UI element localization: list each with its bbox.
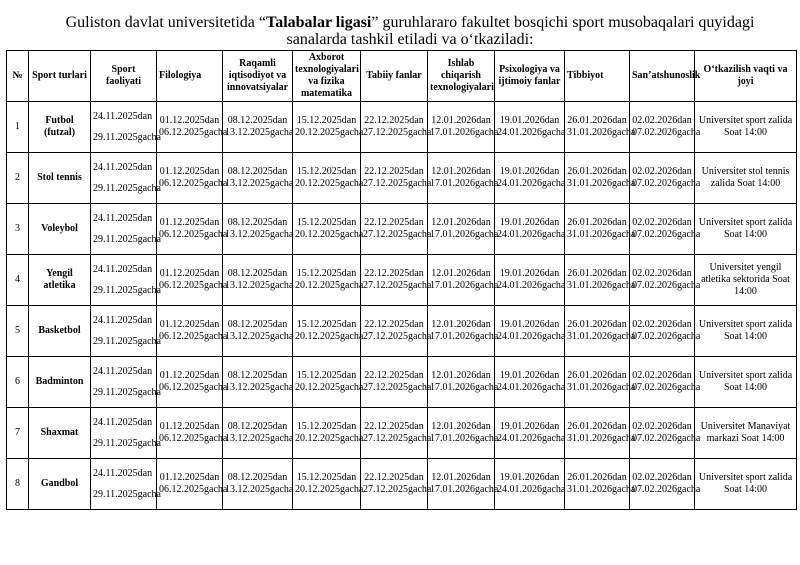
date-range-cell: 02.02.2026dan 07.02.2026gacha: [630, 357, 695, 408]
table-row: [7, 306, 797, 357]
title-bold: Talabalar ligasi: [266, 14, 372, 31]
date-range-cell: 08.12.2025dan 13.12.2025gacha: [223, 153, 293, 204]
date-range-cell: 02.02.2026dan 07.02.2026gacha: [630, 153, 695, 204]
header-cell: Tabiiy fanlar: [361, 51, 428, 102]
start-date: 24.11.2025dan: [93, 111, 153, 122]
sport-faoliyati-dates: [91, 153, 161, 204]
date-range-cell: 22.12.2025dan 27.12.2025gacha: [361, 306, 428, 357]
date-range-cell: 19.01.2026dan 24.01.2026gacha: [495, 357, 565, 408]
date-range-cell: 12.01.2026dan 17.01.2026gacha: [428, 102, 495, 153]
date-range-cell: 01.12.2025dan 06.12.2025gacha: [157, 102, 223, 153]
date-range-cell: 12.01.2026dan 17.01.2026gacha: [428, 357, 495, 408]
header-cell: O‘tkazilish vaqti va joyi: [695, 51, 797, 102]
table-row: [7, 357, 797, 408]
date-range-cell: 08.12.2025dan 13.12.2025gacha: [223, 204, 293, 255]
table-row: [7, 153, 797, 204]
date-range-cell: 26.01.2026dan 31.01.2026gacha: [565, 153, 630, 204]
date-range-cell: 15.12.2025dan 20.12.2025gacha: [293, 102, 361, 153]
sport-name: Shaxmat: [29, 408, 91, 459]
date-range-cell: 19.01.2026dan 24.01.2026gacha: [495, 153, 565, 204]
row-number: 5: [7, 306, 29, 357]
date-range-cell: 22.12.2025dan 27.12.2025gacha: [361, 459, 428, 510]
start-date: 24.11.2025dan: [93, 315, 153, 326]
sport-name: Futbol (futzal): [29, 102, 91, 153]
date-range-cell: 01.12.2025dan 06.12.2025gacha: [157, 255, 223, 306]
title-prefix: Guliston davlat universitetida “: [65, 14, 266, 31]
date-range-cell: 12.01.2026dan 17.01.2026gacha: [428, 153, 495, 204]
table-row: [7, 102, 797, 153]
date-range-cell: 12.01.2026dan 17.01.2026gacha: [428, 306, 495, 357]
end-date: 29.11.2025gacha: [93, 387, 161, 398]
date-range-cell: 15.12.2025dan 20.12.2025gacha: [293, 153, 361, 204]
end-date: 29.11.2025gacha: [93, 234, 161, 245]
date-range-cell: 22.12.2025dan 27.12.2025gacha: [361, 408, 428, 459]
date-range-cell: 12.01.2026dan 17.01.2026gacha: [428, 459, 495, 510]
date-range-cell: 08.12.2025dan 13.12.2025gacha: [223, 306, 293, 357]
sport-faoliyati-dates: [91, 306, 161, 357]
date-range-cell: 19.01.2026dan 24.01.2026gacha: [495, 459, 565, 510]
venue-cell: Universitet sport zalida Soat 14:00: [695, 204, 797, 255]
date-range-cell: 12.01.2026dan 17.01.2026gacha: [428, 255, 495, 306]
sport-name: Gandbol: [29, 459, 91, 510]
sport-faoliyati-dates: [91, 408, 161, 459]
sport-name: Badminton: [29, 357, 91, 408]
date-range-cell: 02.02.2026dan 07.02.2026gacha: [630, 204, 695, 255]
date-range-cell: 02.02.2026dan 07.02.2026gacha: [630, 459, 695, 510]
header-cell: №: [7, 51, 29, 102]
date-range-cell: 15.12.2025dan 20.12.2025gacha: [293, 408, 361, 459]
table-row: [7, 255, 797, 306]
sport-name: Yengil atletika: [29, 255, 91, 306]
title-suffix: ” guruhlararo fakultet bosqichi sport musobaqalari quyidagi sanalarda tashkil etiladi va o‘tkaziladi:: [286, 14, 755, 48]
date-range-cell: 02.02.2026dan 07.02.2026gacha: [630, 102, 695, 153]
date-range-cell: 02.02.2026dan 07.02.2026gacha: [630, 255, 695, 306]
venue-cell: Universitet sport zalida Soat 14:00: [695, 102, 797, 153]
date-range-cell: 01.12.2025dan 06.12.2025gacha: [157, 408, 223, 459]
venue-cell: Universitet sport zalida Soat 14:00: [695, 306, 797, 357]
venue-cell: Universitet sport zalida Soat 14:00: [695, 357, 797, 408]
date-range-cell: 01.12.2025dan 06.12.2025gacha: [157, 459, 223, 510]
start-date: 24.11.2025dan: [93, 468, 153, 479]
row-number: 2: [7, 153, 29, 204]
date-range-cell: 15.12.2025dan 20.12.2025gacha: [293, 459, 361, 510]
date-range-cell: 26.01.2026dan 31.01.2026gacha: [565, 306, 630, 357]
header-cell: Sport faoliyati: [91, 51, 157, 102]
date-range-cell: 01.12.2025dan 06.12.2025gacha: [157, 357, 223, 408]
date-range-cell: 26.01.2026dan 31.01.2026gacha: [565, 102, 630, 153]
date-range-cell: 12.01.2026dan 17.01.2026gacha: [428, 204, 495, 255]
date-range-cell: 26.01.2026dan 31.01.2026gacha: [565, 459, 630, 510]
header-cell: Sport turlari: [29, 51, 91, 102]
start-date: 24.11.2025dan: [93, 162, 153, 173]
sport-faoliyati-dates: [91, 204, 161, 255]
header-cell: Ishlab chiqarish texnologiyalari: [428, 51, 495, 102]
end-date: 29.11.2025gacha: [93, 336, 161, 347]
date-range-cell: 15.12.2025dan 20.12.2025gacha: [293, 357, 361, 408]
date-range-cell: 01.12.2025dan 06.12.2025gacha: [157, 204, 223, 255]
date-range-cell: 19.01.2026dan 24.01.2026gacha: [495, 408, 565, 459]
date-range-cell: 19.01.2026dan 24.01.2026gacha: [495, 102, 565, 153]
date-range-cell: 26.01.2026dan 31.01.2026gacha: [565, 204, 630, 255]
date-range-cell: 08.12.2025dan 13.12.2025gacha: [223, 255, 293, 306]
end-date: 29.11.2025gacha: [93, 438, 161, 449]
header-cell: San’atshunoslik: [630, 51, 695, 102]
page-title: [60, 14, 760, 48]
date-range-cell: 19.01.2026dan 24.01.2026gacha: [495, 204, 565, 255]
date-range-cell: 08.12.2025dan 13.12.2025gacha: [223, 408, 293, 459]
start-date: 24.11.2025dan: [93, 213, 153, 224]
header-cell: Psixologiya va ijtimoiy fanlar: [495, 51, 565, 102]
row-number: 8: [7, 459, 29, 510]
end-date: 29.11.2025gacha: [93, 132, 161, 143]
date-range-cell: 12.01.2026dan 17.01.2026gacha: [428, 408, 495, 459]
date-range-cell: 26.01.2026dan 31.01.2026gacha: [565, 255, 630, 306]
header-cell: Tibbiyot: [565, 51, 630, 102]
date-range-cell: 19.01.2026dan 24.01.2026gacha: [495, 255, 565, 306]
table-row: [7, 459, 797, 510]
date-range-cell: 15.12.2025dan 20.12.2025gacha: [293, 204, 361, 255]
sport-faoliyati-dates: [91, 255, 161, 306]
date-range-cell: 02.02.2026dan 07.02.2026gacha: [630, 306, 695, 357]
table-row: [7, 408, 797, 459]
sport-faoliyati-dates: [91, 459, 161, 510]
sport-name: Voleybol: [29, 204, 91, 255]
header-row: [7, 51, 797, 102]
venue-cell: Universitet Manaviyat markazi Soat 14:00: [695, 408, 797, 459]
date-range-cell: 26.01.2026dan 31.01.2026gacha: [565, 408, 630, 459]
header-cell: Axborot texnologiyalari va fizika matematika: [293, 51, 361, 102]
end-date: 29.11.2025gacha: [93, 285, 161, 296]
row-number: 4: [7, 255, 29, 306]
sport-faoliyati-dates: [91, 102, 161, 153]
sport-name: Basketbol: [29, 306, 91, 357]
date-range-cell: 22.12.2025dan 27.12.2025gacha: [361, 102, 428, 153]
start-date: 24.11.2025dan: [93, 366, 153, 377]
sport-name: Stol tennis: [29, 153, 91, 204]
schedule-table: [6, 50, 797, 510]
date-range-cell: 01.12.2025dan 06.12.2025gacha: [157, 306, 223, 357]
date-range-cell: 26.01.2026dan 31.01.2026gacha: [565, 357, 630, 408]
row-number: 7: [7, 408, 29, 459]
header-cell: Filologiya: [157, 51, 223, 102]
date-range-cell: 02.02.2026dan 07.02.2026gacha: [630, 408, 695, 459]
sport-faoliyati-dates: [91, 357, 161, 408]
row-number: 1: [7, 102, 29, 153]
date-range-cell: 15.12.2025dan 20.12.2025gacha: [293, 306, 361, 357]
date-range-cell: 22.12.2025dan 27.12.2025gacha: [361, 153, 428, 204]
end-date: 29.11.2025gacha: [93, 183, 161, 194]
date-range-cell: 08.12.2025dan 13.12.2025gacha: [223, 459, 293, 510]
table-row: [7, 204, 797, 255]
date-range-cell: 08.12.2025dan 13.12.2025gacha: [223, 357, 293, 408]
date-range-cell: 08.12.2025dan 13.12.2025gacha: [223, 102, 293, 153]
end-date: 29.11.2025gacha: [93, 489, 161, 500]
header-cell: Raqamli iqtisodiyot va innovatsiyalar: [223, 51, 293, 102]
venue-cell: Universitet stol tennis zalida Soat 14:00: [695, 153, 797, 204]
venue-cell: Universitet yengil atletika sektorida Soat 14:00: [695, 255, 797, 306]
row-number: 3: [7, 204, 29, 255]
date-range-cell: 15.12.2025dan 20.12.2025gacha: [293, 255, 361, 306]
date-range-cell: 01.12.2025dan 06.12.2025gacha: [157, 153, 223, 204]
date-range-cell: 22.12.2025dan 27.12.2025gacha: [361, 357, 428, 408]
date-range-cell: 22.12.2025dan 27.12.2025gacha: [361, 255, 428, 306]
date-range-cell: 22.12.2025dan 27.12.2025gacha: [361, 204, 428, 255]
start-date: 24.11.2025dan: [93, 264, 153, 275]
row-number: 6: [7, 357, 29, 408]
start-date: 24.11.2025dan: [93, 417, 153, 428]
date-range-cell: 19.01.2026dan 24.01.2026gacha: [495, 306, 565, 357]
venue-cell: Universitet sport zalida Soat 14:00: [695, 459, 797, 510]
